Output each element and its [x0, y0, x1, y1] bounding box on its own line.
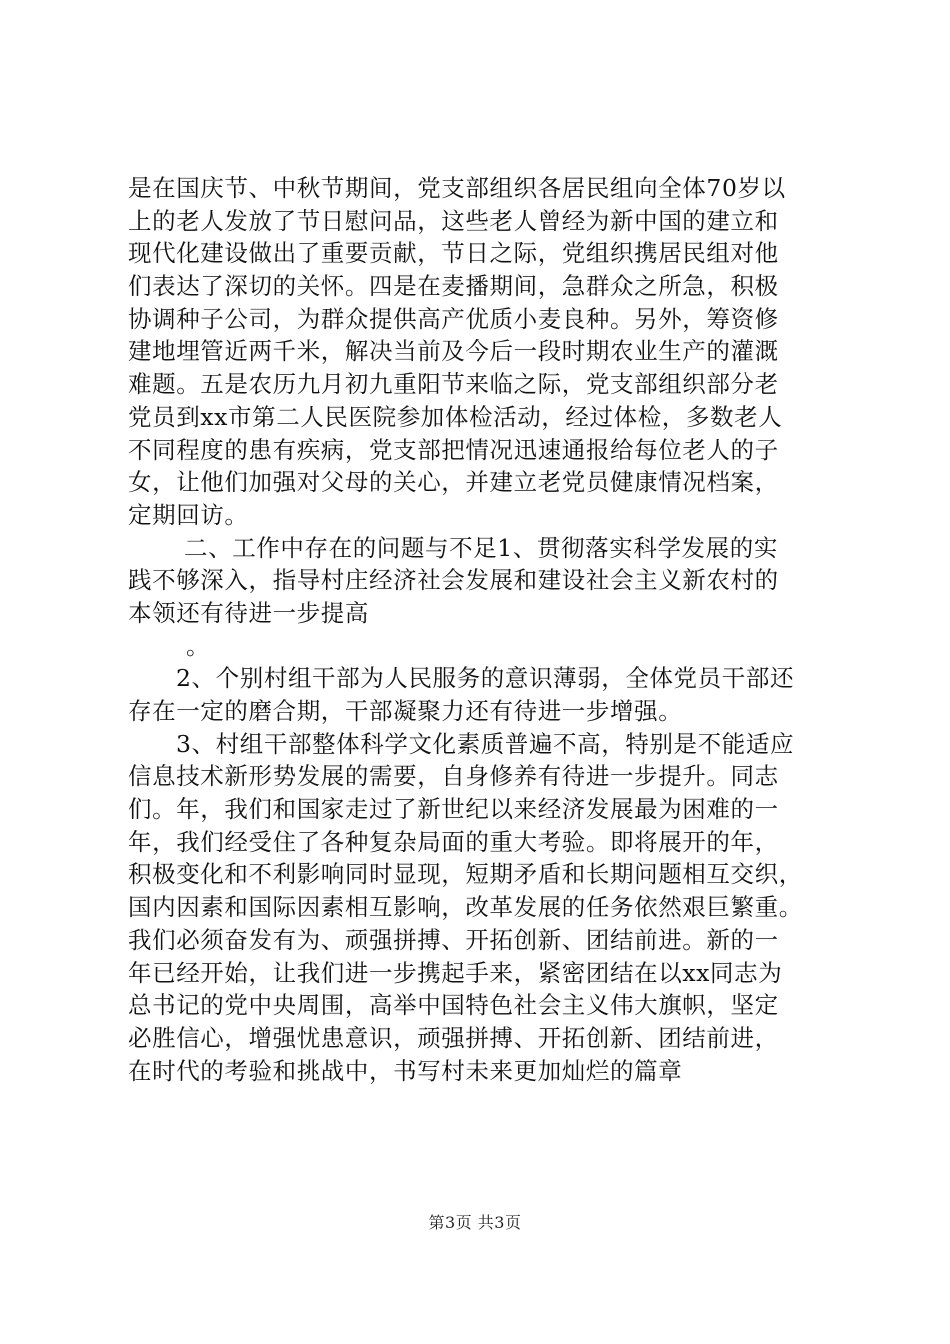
text-line: 协调种子公司，为群众提供高产优质小麦良种。另外，筹资修 [128, 304, 779, 333]
text-line: 国内因素和国际因素相互影响，改革发展的任务依然艰巨繁重。 [128, 893, 803, 922]
text-line: 总书记的党中央周围，高举中国特色社会主义伟大旗帜，坚定 [128, 991, 779, 1020]
page-number: 第3页 共3页 [428, 1213, 522, 1232]
text-line: 现代化建设做出了重要贡献，节日之际，党组织携居民组对他 [128, 239, 779, 268]
text-line: 在时代的考验和挑战中，书写村未来更加灿烂的篇章 [128, 1056, 683, 1085]
text-line: 上的老人发放了节日慰问品，这些老人曾经为新中国的建立和 [128, 206, 779, 235]
text-line: 们表达了深切的关怀。四是在麦播期间，急群众之所急，积极 [128, 272, 779, 301]
text-line: 践不够深入，指导村庄经济社会发展和建设社会主义新农村的 [128, 566, 779, 595]
text-line: 。 [186, 631, 211, 660]
list-item-line: 3、村组干部整体科学文化素质普遍不高，特别是不能适应 [176, 729, 795, 758]
text-line: 本领还有待进一步提高 [128, 598, 369, 627]
text-line: 存在一定的磨合期，干部凝聚力还有待进一步增强。 [128, 697, 683, 725]
text-line: 定期回访。 [128, 500, 249, 529]
document-body [128, 172, 828, 1087]
text-line: 不同程度的患有疾病，党支部把情况迅速通报给每位老人的子 [128, 435, 779, 464]
text-line: 建地埋管近两千米，解决当前及今后一段时期农业生产的灌溉 [128, 337, 779, 366]
section-heading-line: 二、工作中存在的问题与不足1、贯彻落实科学发展的实 [184, 533, 778, 562]
text-line: 女，让他们加强对父母的关心，并建立老党员健康情况档案， [128, 468, 779, 497]
text-line: 必胜信心，增强忧患意识，顽强拼搏、开拓创新、团结前进， [128, 1023, 779, 1052]
text-line: 难题。五是农历九月初九重阳节来临之际，党支部组织部分老 [128, 370, 779, 399]
text-line: 年，我们经受住了各种复杂局面的重大考验。即将展开的年， [128, 827, 779, 856]
text-line: 们。年，我们和国家走过了新世纪以来经济发展最为困难的一 [128, 795, 779, 824]
text-line: 积极变化和不利影响同时显现，短期矛盾和长期问题相互交织， [128, 860, 803, 889]
page-footer [0, 1210, 950, 1233]
text-line: 我们必须奋发有为、顽强拼搏、开拓创新、团结前进。新的一 [128, 925, 779, 954]
text-line: 是在国庆节、中秋节期间，党支部组织各居民组向全体70岁以 [128, 174, 786, 202]
list-item-line: 2、个别村组干部为人民服务的意识薄弱，全体党员干部还 [176, 664, 795, 693]
text-line: 信息技术新形势发展的需要，自身修养有待进一步提升。同志 [128, 762, 779, 791]
text-line: 党员到xx市第二人民医院参加体检活动，经过体检，多数老人 [128, 402, 783, 431]
text-line: 年已经开始，让我们进一步携起手来，紧密团结在以xx同志为 [128, 958, 783, 987]
